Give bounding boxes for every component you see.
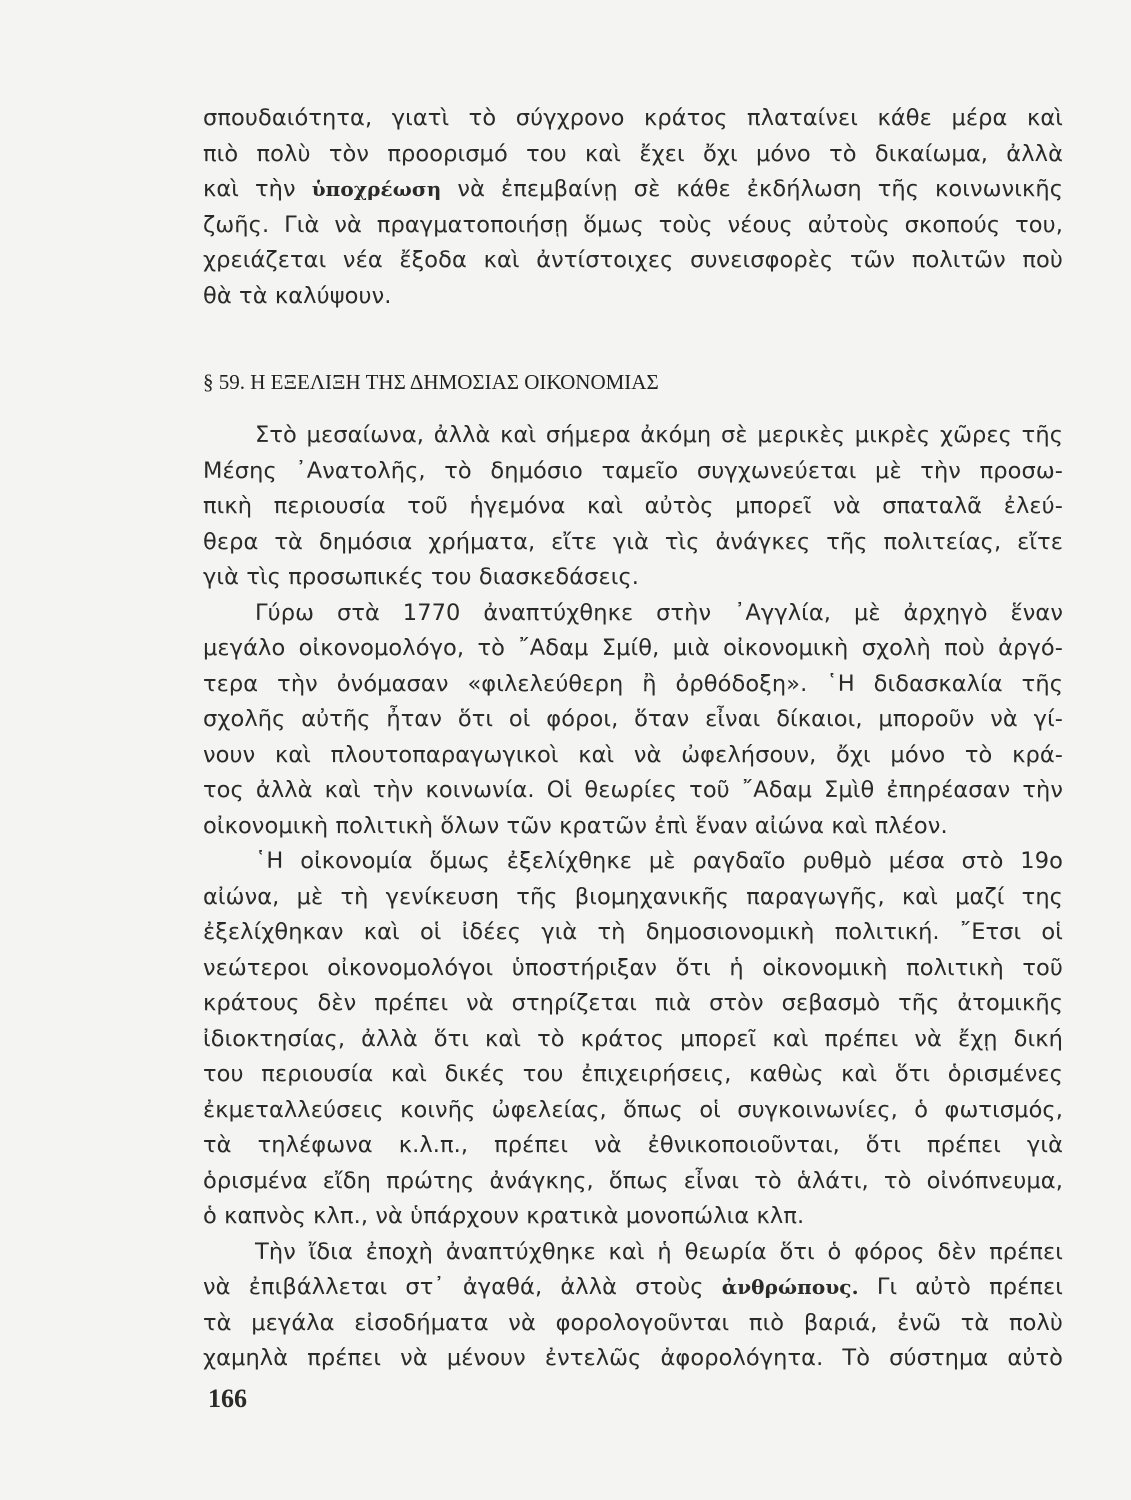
text-line: ὁ καπνὸς κλπ., νὰ ὑπάρχουν κρατικὰ μονοπώλια κλπ. [203,1203,805,1229]
paragraph [203,844,1063,1235]
text-line: ῾Η οἰκονομία ὅμως ἐξελίχθηκε μὲ ραγδαῖο ρυθμὸ μέσα στὸ 19ο [255,848,1063,874]
page-number: 166 [208,1384,247,1413]
text-line: τερα τὴν ὀνόμασαν «φιλελεύθερη ἢ ὀρθόδοξη». ῾Η διδασκαλία τῆς [203,670,1063,697]
section-heading: § 59. Η ΕΞΕΛΙΞΗ ΤΗΣ ΔΗΜΟΣΙΑΣ ΟΙΚΟΝΟΜΙΑΣ [203,370,659,394]
emphasis: ὑποχρέωση [311,177,442,201]
page-body [203,101,1063,1377]
text-line: μεγάλο οἰκονομολόγο, τὸ ῎Αδαμ Σμίθ, μιὰ οἰκονομικὴ σχολὴ ποὺ ἀργό- [203,635,1063,661]
text-line: γιὰ τὶς προσωπικές του διασκεδάσεις. [203,564,640,590]
text-line: τὰ τηλέφωνα κ.λ.π., πρέπει νὰ ἐθνικοποιοῦνται, ὅτι πρέπει γιὰ [203,1132,1063,1158]
paragraph [203,596,1063,845]
text-line: πιὸ πολὺ τὸν προορισμό του καὶ ἔχει ὄχι μόνο τὸ δικαίωμα, ἀλλὰ [203,140,1063,167]
text-line: τὰ μεγάλα εἰσοδήματα νὰ φορολογοῦνται πιὸ βαριά, ἐνῶ τὰ πολὺ [203,1309,1063,1336]
intro-paragraph [203,101,1063,314]
text-line: πικὴ περιουσία τοῦ ἡγεμόνα καὶ αὐτὸς μπορεῖ νὰ σπαταλᾶ ἐλεύ- [203,493,1063,519]
text-line: ἐκμεταλλεύσεις κοινῆς ὠφελείας, ὅπως οἱ συγκοινωνίες, ὁ φωτισμός, [203,1096,1063,1123]
section-body [203,418,1063,1377]
text-line: νεώτεροι οἰκονομολόγοι ὑποστήριξαν ὅτι ἡ οἰκονομικὴ πολιτικὴ τοῦ [203,954,1063,981]
text-line: ἐξελίχθηκαν καὶ οἱ ἰδέες γιὰ τὴ δημοσιονομικὴ πολιτική. ῎Ετσι οἱ [203,919,1063,945]
text-line: χρειάζεται νέα ἔξοδα καὶ ἀντίστοιχες συνεισφορὲς τῶν πολιτῶν ποὺ [203,247,1063,273]
text-line: Τὴν ἴδια ἐποχὴ ἀναπτύχθηκε καὶ ἡ θεωρία ὅτι ὁ φόρος δὲν πρέπει [255,1238,1063,1265]
text-line: χαμηλὰ πρέπει νὰ μένουν ἐντελῶς ἀφορολόγητα. Τὸ σύστημα αὐτὸ [203,1345,1063,1371]
text-line: ὁρισμένα εἴδη πρώτης ἀνάγκης, ὅπως εἶναι τὸ ἁλάτι, τὸ οἰνόπνευμα, [203,1167,1063,1194]
text-line: Γύρω στὰ 1770 ἀναπτύχθηκε στὴν ᾿Αγγλία, μὲ ἀρχηγὸ ἕναν [255,599,1063,626]
text-line: σχολῆς αὐτῆς ἦταν ὅτι οἱ φόροι, ὅταν εἶναι δίκαιοι, μποροῦν νὰ γί- [203,706,1063,732]
text-line: ἰδιοκτησίας, ἀλλὰ ὅτι καὶ τὸ κράτος μπορεῖ καὶ πρέπει νὰ ἔχῃ δική [203,1025,1063,1052]
text-line: θὰ τὰ καλύψουν. [203,282,392,309]
paragraph [203,418,1063,596]
text-line: τος ἀλλὰ καὶ τὴν κοινωνία. Οἱ θεωρίες τοῦ ῎Αδαμ Σμὶθ ἐπηρέασαν τὴν [203,777,1063,803]
text-line: νὰ ἐπιβάλλεται στ᾿ ἀγαθά, ἀλλὰ στοὺς ἀνθρώπους. Γι αὐτὸ πρέπει [203,1274,1063,1300]
text-line: ζωῆς. Γιὰ νὰ πραγματοποιήσῃ ὅμως τοὺς νέους αὐτοὺς σκοπούς του, [203,211,1063,238]
text-line: Μέσης ᾿Ανατολῆς, τὸ δημόσιο ταμεῖο συγχωνεύεται μὲ τὴν προσω- [203,457,1063,484]
emphasis: ἀνθρώπους. [721,1275,859,1299]
text-line: σπουδαιότητα, γιατὶ τὸ σύγχρονο κράτος πλαταίνει κάθε μέρα καὶ [203,105,1063,131]
text-line: Στὸ μεσαίωνα, ἀλλὰ καὶ σήμερα ἀκόμη σὲ μερικὲς μικρὲς χῶρες τῆς [255,422,1063,448]
text-line: νουν καὶ πλουτοπαραγωγικοὶ καὶ νὰ ὠφελήσουν, ὄχι μόνο τὸ κρά- [203,741,1063,768]
text-line: οἰκονομικὴ πολιτικὴ ὅλων τῶν κρατῶν ἐπὶ ἕναν αἰώνα καὶ πλέον. [203,812,948,839]
text-line: αἰώνα, μὲ τὴ γενίκευση τῆς βιομηχανικῆς παραγωγῆς, καὶ μαζί της [203,883,1063,910]
paragraph [203,1235,1063,1377]
text-line: κράτους δὲν πρέπει νὰ στηρίζεται πιὰ στὸν σεβασμὸ τῆς ἀτομικῆς [203,990,1063,1016]
text-line: θερα τὰ δημόσια χρήματα, εἴτε γιὰ τὶς ἀνάγκες τῆς πολιτείας, εἴτε [203,528,1063,555]
text-line: καὶ τὴν ὑποχρέωση νὰ ἐπεμβαίνῃ σὲ κάθε ἐκδήλωση τῆς κοινωνικῆς [203,176,1064,202]
text-line: του περιουσία καὶ δικές του ἐπιχειρήσεις, καθὼς καὶ ὅτι ὁρισμένες [203,1061,1063,1087]
